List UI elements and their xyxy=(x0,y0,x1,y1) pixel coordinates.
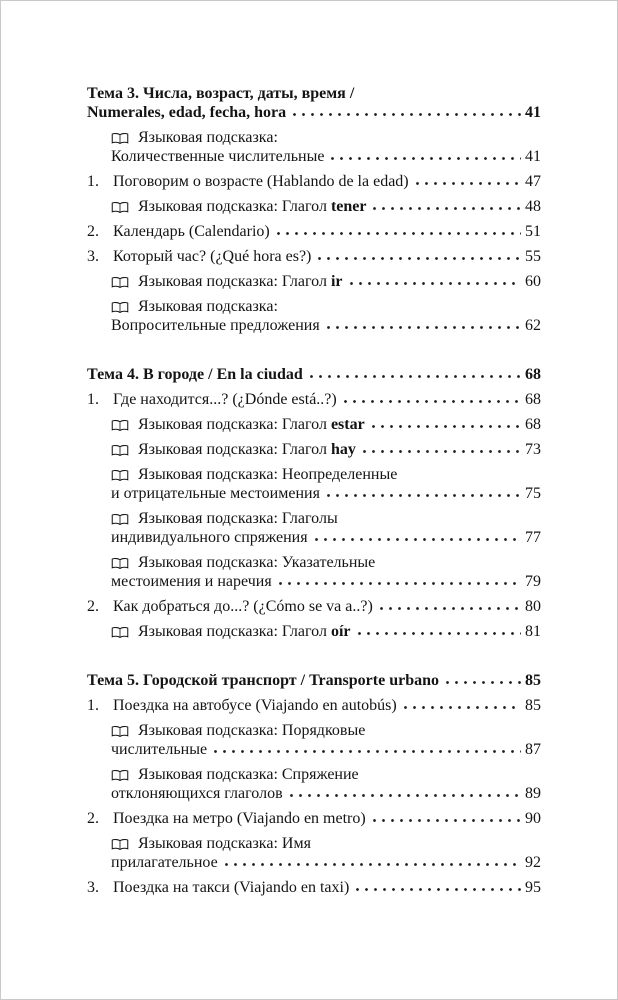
entry-text-segment: Языковая подсказка: xyxy=(138,129,278,146)
toc-line xyxy=(111,316,541,335)
toc-line xyxy=(87,696,541,715)
entry-text xyxy=(138,272,343,291)
page-number: 95 xyxy=(525,879,541,896)
toc-line xyxy=(87,878,541,897)
entry-text-segment: Как добраться до...? (¿Cómo se va a..?) xyxy=(113,598,373,615)
item-number: 3. xyxy=(87,248,99,265)
entry-text xyxy=(138,440,356,459)
entry-text xyxy=(113,222,270,241)
book-icon xyxy=(111,132,138,145)
toc-line xyxy=(87,597,541,616)
entry-text xyxy=(113,390,337,409)
dot-leader xyxy=(413,174,521,186)
toc-line xyxy=(87,222,541,241)
toc-entry-hint xyxy=(111,272,541,291)
page-number: 62 xyxy=(525,317,541,334)
book-icon xyxy=(111,557,138,570)
page-number: 75 xyxy=(525,485,541,502)
entry-text-segment: ir xyxy=(330,273,343,290)
dot-leader xyxy=(370,811,521,823)
toc-line xyxy=(111,553,541,572)
toc-line xyxy=(111,528,541,547)
toc-line xyxy=(111,128,541,147)
toc-line xyxy=(111,765,541,784)
entry-text xyxy=(138,721,365,740)
toc-line xyxy=(111,721,541,740)
page-number: 51 xyxy=(525,223,541,240)
entry-text-segment: Тема 4. В городе / En la ciudad xyxy=(87,366,303,383)
toc-line xyxy=(111,509,541,528)
toc-entry-hint xyxy=(111,721,541,759)
entry-text-segment: Языковая подсказка: Глагол xyxy=(138,441,331,458)
book-icon xyxy=(111,444,138,457)
book-icon xyxy=(111,201,138,214)
toc-line xyxy=(87,247,541,266)
entry-text xyxy=(113,809,366,828)
dot-leader xyxy=(222,855,521,867)
toc-entry-numbered xyxy=(87,222,541,241)
entry-text xyxy=(138,622,351,641)
dot-leader xyxy=(369,417,521,429)
toc-line xyxy=(87,390,541,409)
entry-text xyxy=(138,297,278,316)
entry-text xyxy=(113,878,349,897)
page-number: 81 xyxy=(525,623,541,640)
toc-line xyxy=(87,103,541,122)
entry-text-segment: estar xyxy=(330,416,365,433)
toc-line xyxy=(111,853,541,872)
entry-text-segment: отклоняющихся глаголов xyxy=(111,785,283,802)
toc-entry-hint xyxy=(111,297,541,335)
entry-text xyxy=(111,853,218,872)
page-number: 87 xyxy=(525,741,541,758)
entry-text-segment: Тема 3. Числа, возраст, даты, время / xyxy=(87,85,355,102)
entry-text xyxy=(113,696,397,715)
entry-text xyxy=(87,84,354,103)
toc-entry-numbered xyxy=(87,809,541,828)
entry-text xyxy=(113,247,311,266)
page-number: 68 xyxy=(525,391,541,408)
entry-text-segment: Языковая подсказка: Имя xyxy=(138,835,311,852)
toc-line xyxy=(111,465,541,484)
page-number: 80 xyxy=(525,598,541,615)
entry-text-segment: Языковая подсказка: Спряжение xyxy=(138,766,359,783)
page-number: 73 xyxy=(525,441,541,458)
toc-entry-hint xyxy=(111,553,541,591)
entry-text-segment: Поездка на такси (Viajando en taxi) xyxy=(113,879,350,896)
item-number: 1. xyxy=(87,697,99,714)
entry-text-segment: Вопросительные предложения xyxy=(111,317,320,334)
book-icon xyxy=(111,301,138,314)
dot-leader xyxy=(287,786,521,798)
entry-text-segment: прилагательное xyxy=(111,854,218,871)
dot-leader xyxy=(341,392,521,404)
toc-entry-section xyxy=(87,365,541,384)
book-icon xyxy=(111,725,138,738)
page-number: 79 xyxy=(525,573,541,590)
entry-text xyxy=(87,103,286,122)
entry-text-segment: Языковая подсказка: Порядковые xyxy=(138,722,366,739)
dot-leader xyxy=(328,149,521,161)
toc-line xyxy=(111,784,541,803)
entry-text-segment: Количественные числительные xyxy=(111,148,325,165)
dot-leader xyxy=(353,880,521,892)
toc-entry-hint xyxy=(111,465,541,503)
toc-line xyxy=(111,440,541,459)
entry-text xyxy=(111,784,283,803)
toc-entry-numbered xyxy=(87,172,541,191)
toc-entry-hint xyxy=(111,440,541,459)
entry-text xyxy=(138,128,278,147)
entry-text xyxy=(111,572,272,591)
entry-text-segment: Языковая подсказка: Глагол xyxy=(138,198,331,215)
entry-text-segment: Календарь (Calendario) xyxy=(113,223,270,240)
entry-text xyxy=(111,528,308,547)
toc-line xyxy=(111,147,541,166)
entry-text-segment: и отрицательные местоимения xyxy=(111,485,320,502)
toc-entry-numbered xyxy=(87,247,541,266)
entry-text-segment: Языковая подсказка: xyxy=(138,298,278,315)
entry-text-segment: hay xyxy=(330,441,356,458)
entry-text xyxy=(138,197,366,216)
dot-leader xyxy=(401,698,521,710)
entry-text-segment: числительные xyxy=(111,741,208,758)
entry-text-segment: tener xyxy=(330,198,367,215)
toc-line xyxy=(111,415,541,434)
dot-leader xyxy=(211,742,521,754)
entry-text xyxy=(113,597,373,616)
toc-entry-numbered xyxy=(87,878,541,897)
page-number: 85 xyxy=(525,672,541,689)
page-number: 89 xyxy=(525,785,541,802)
entry-text xyxy=(138,509,338,528)
entry-text-segment: Где находится...? (¿Dónde está..?) xyxy=(113,391,337,408)
toc-line xyxy=(87,809,541,828)
dot-leader xyxy=(324,486,521,498)
dot-leader xyxy=(312,530,521,542)
page-number: 77 xyxy=(525,529,541,546)
toc-entry-section xyxy=(87,671,541,690)
dot-leader xyxy=(276,574,521,586)
toc-entry-hint xyxy=(111,765,541,803)
book-icon xyxy=(111,769,138,782)
entry-text xyxy=(87,671,439,690)
item-number: 2. xyxy=(87,598,99,615)
page-number: 90 xyxy=(525,810,541,827)
toc-line xyxy=(111,297,541,316)
entry-text-segment: Языковая подсказка: Глагол xyxy=(138,623,331,640)
page-number: 92 xyxy=(525,854,541,871)
toc-line xyxy=(111,740,541,759)
entry-text-segment: Тема 5. Городской транспорт / Transporte urbano xyxy=(87,672,440,689)
dot-leader xyxy=(290,105,521,117)
book-icon xyxy=(111,276,138,289)
toc-line xyxy=(111,197,541,216)
page-number: 47 xyxy=(525,173,541,190)
entry-text-segment: Поездка на метро (Viajando en metro) xyxy=(113,810,366,827)
entry-text xyxy=(111,316,320,335)
item-number: 3. xyxy=(87,879,99,896)
toc-line xyxy=(111,834,541,853)
entry-text-segment: Языковая подсказка: Неопределенные xyxy=(138,466,398,483)
item-number: 2. xyxy=(87,223,99,240)
entry-text xyxy=(111,484,320,503)
toc-line xyxy=(111,272,541,291)
item-number: 2. xyxy=(87,810,99,827)
toc-entry-hint xyxy=(111,509,541,547)
entry-text-segment: индивидуального спряжения xyxy=(111,529,308,546)
entry-text-segment: Который час? (¿Qué hora es?) xyxy=(113,248,312,265)
dot-leader xyxy=(370,199,521,211)
item-number: 1. xyxy=(87,391,99,408)
dot-leader xyxy=(274,224,521,236)
page-number: 68 xyxy=(525,366,541,383)
toc-line xyxy=(111,572,541,591)
page-number: 55 xyxy=(525,248,541,265)
book-icon xyxy=(111,626,138,639)
entry-text-segment: Языковая подсказка: Глагол xyxy=(138,416,331,433)
page-number: 85 xyxy=(525,697,541,714)
toc-entry-numbered xyxy=(87,390,541,409)
entry-text-segment: Поговорим о возрасте (Hablando de la edad) xyxy=(113,173,409,190)
entry-text xyxy=(111,740,207,759)
dot-leader xyxy=(307,367,521,379)
page-number: 41 xyxy=(525,104,541,121)
dot-leader xyxy=(377,599,521,611)
toc-line xyxy=(111,484,541,503)
toc-entry-hint xyxy=(111,622,541,641)
toc-list xyxy=(87,84,541,897)
entry-text-segment: Поездка на автобусе (Viajando en autobús) xyxy=(113,697,397,714)
dot-leader xyxy=(360,442,521,454)
entry-text xyxy=(138,834,311,853)
entry-text xyxy=(138,415,365,434)
book-icon xyxy=(111,469,138,482)
toc-line xyxy=(87,84,541,103)
page-number: 60 xyxy=(525,273,541,290)
toc-line xyxy=(111,622,541,641)
entry-text xyxy=(138,465,397,484)
toc-entry-hint xyxy=(111,415,541,434)
page-number: 48 xyxy=(525,198,541,215)
toc-entry-hint xyxy=(111,197,541,216)
dot-leader xyxy=(443,673,521,685)
toc-entry-section xyxy=(87,84,541,122)
entry-text xyxy=(87,365,303,384)
entry-text-segment: Языковая подсказка: Глаголы xyxy=(138,510,338,527)
toc-entry-hint xyxy=(111,834,541,872)
book-icon xyxy=(111,419,138,432)
entry-text-segment: Numerales, edad, fecha, hora xyxy=(87,104,287,121)
entry-text xyxy=(138,765,359,784)
dot-leader xyxy=(315,249,521,261)
entry-text xyxy=(111,147,324,166)
book-icon xyxy=(111,513,138,526)
book-icon xyxy=(111,838,138,851)
entry-text-segment: Языковая подсказка: Указательные xyxy=(138,554,376,571)
page-number: 68 xyxy=(525,416,541,433)
dot-leader xyxy=(324,318,521,330)
entry-text-segment: местоимения и наречия xyxy=(111,573,272,590)
toc-entry-numbered xyxy=(87,597,541,616)
dot-leader xyxy=(355,624,522,636)
entry-text xyxy=(138,553,375,572)
toc-line xyxy=(87,365,541,384)
entry-text-segment: oír xyxy=(330,623,351,640)
dot-leader xyxy=(347,274,522,286)
toc-entry-hint xyxy=(111,128,541,166)
entry-text-segment: Языковая подсказка: Глагол xyxy=(138,273,331,290)
entry-text xyxy=(113,172,409,191)
toc-entry-numbered xyxy=(87,696,541,715)
toc-line xyxy=(87,671,541,690)
toc-line xyxy=(87,172,541,191)
item-number: 1. xyxy=(87,173,99,190)
page-number: 41 xyxy=(525,148,541,165)
